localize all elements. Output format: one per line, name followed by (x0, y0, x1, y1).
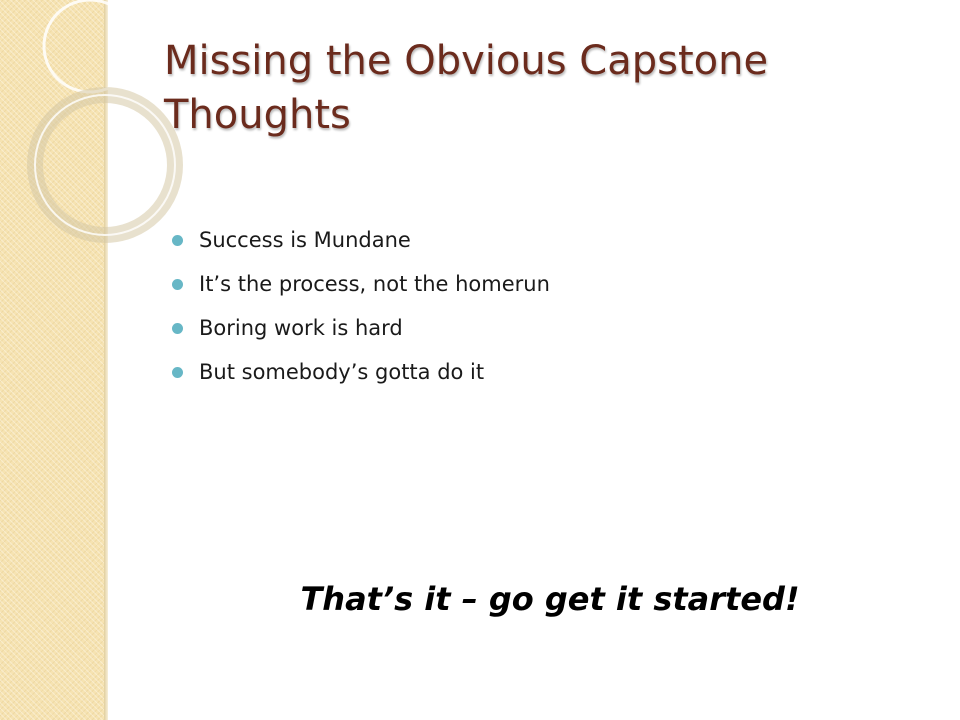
bullet-marker-icon (172, 367, 183, 378)
bullet-item (172, 220, 550, 264)
bullet-text: Success is Mundane (199, 228, 411, 252)
bullet-item (172, 352, 550, 396)
bullet-text: But somebody’s gotta do it (199, 360, 485, 384)
bullet-text: Boring work is hard (199, 316, 403, 340)
bullet-text: It’s the process, not the homerun (199, 272, 550, 296)
slide-title: Missing the Obvious Capstone Thoughts (164, 38, 769, 138)
bullet-item (172, 264, 550, 308)
bullet-marker-icon (172, 323, 183, 334)
bullet-marker-icon (172, 235, 183, 246)
bullet-item (172, 308, 550, 352)
closing-statement: That’s it – go get it started! (300, 580, 800, 618)
bullet-marker-icon (172, 279, 183, 290)
bullet-list (172, 220, 550, 396)
